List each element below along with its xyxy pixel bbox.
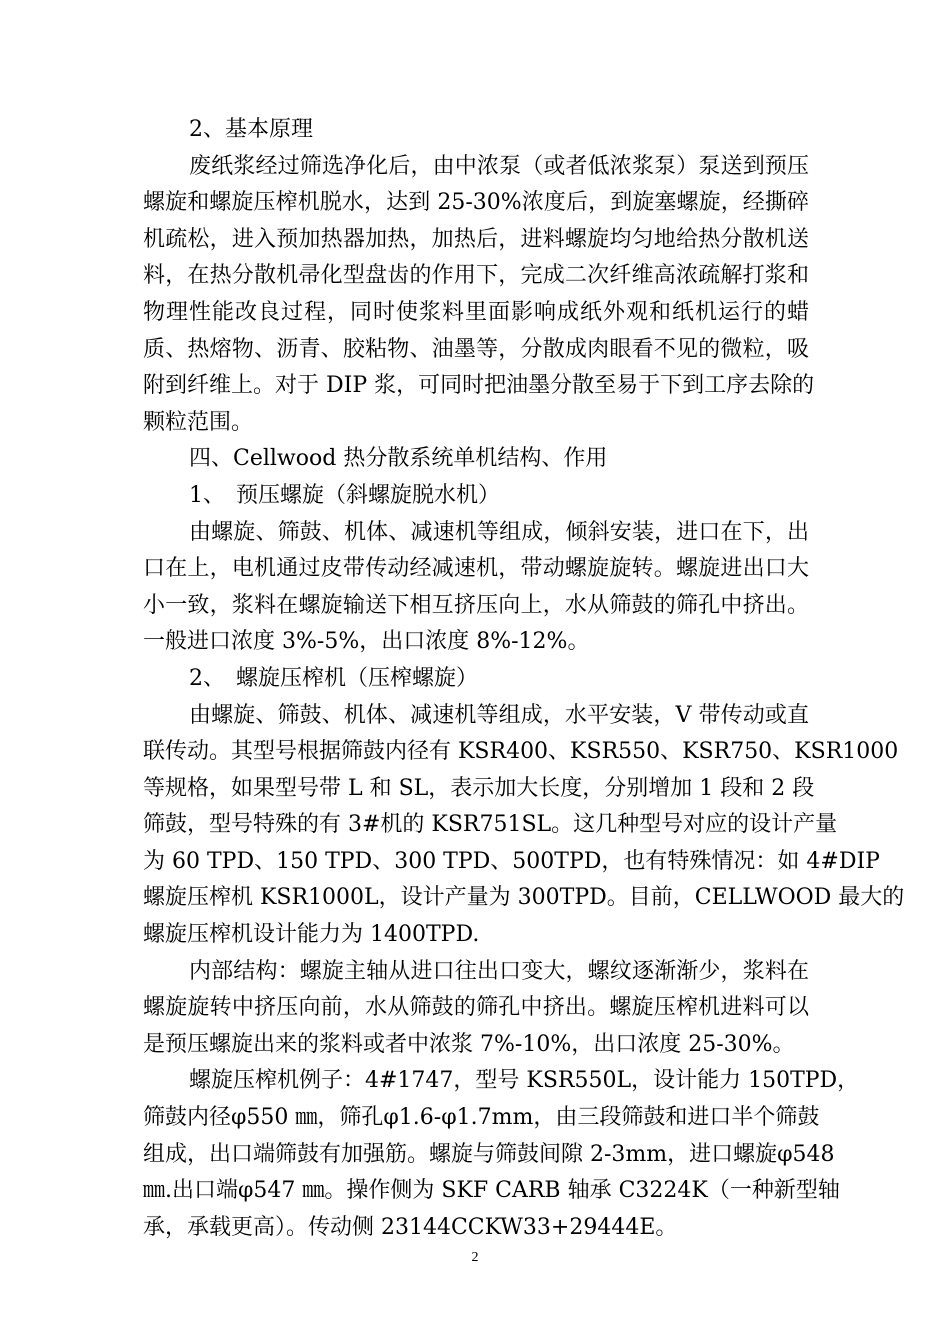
paragraph-line: 一般进口浓度 3%-5%，出口浓度 8%-12%。 bbox=[143, 629, 590, 655]
paragraph-line: 等规格，如果型号带 L 和 SL，表示加大长度，分别增加 1 段和 2 段 bbox=[143, 775, 815, 801]
paragraph-line: 料，在热分散机帚化型盘齿的作用下，完成二次纤维高浓疏解打浆和 bbox=[143, 263, 809, 289]
paragraph-line: 颗粒范围。 bbox=[143, 409, 254, 435]
paragraph-line: 筛鼓，型号特殊的有 3#机的 KSR751SL。这几种型号对应的设计产量 bbox=[143, 812, 838, 838]
paragraph-line: 由螺旋、筛鼓、机体、减速机等组成，倾斜安装，进口在下，出 bbox=[189, 519, 809, 545]
paragraph-line: 螺旋和螺旋压榨机脱水，达到 25-30%浓度后，到旋塞螺旋，经撕碎 bbox=[143, 190, 809, 216]
section-heading-basic-principle: 2、基本原理 bbox=[189, 117, 313, 142]
paragraph-line: 废纸浆经过筛选净化后，由中浓泵（或者低浓浆泵）泵送到预压 bbox=[189, 153, 809, 179]
paragraph-line: ㎜.出口端φ547 ㎜。操作侧为 SKF CARB 轴承 C3224K（一种新型轴 bbox=[143, 1178, 840, 1204]
paragraph-line: 联传动。其型号根据筛鼓内径有 KSR400、KSR550、KSR750、KSR1000 bbox=[143, 739, 899, 765]
paragraph-line: 机疏松，进入预加热器加热，加热后，进料螺旋均匀地给热分散机送 bbox=[143, 226, 809, 252]
paragraph-line: 螺旋压榨机设计能力为 1400TPD. bbox=[143, 922, 480, 948]
paragraph-line: 内部结构：螺旋主轴从进口往出口变大，螺纹逐渐渐少，浆料在 bbox=[189, 958, 809, 984]
paragraph-line: 小一致，浆料在螺旋输送下相互挤压向上，水从筛鼓的筛孔中挤出。 bbox=[143, 592, 809, 618]
page-number: 2 bbox=[471, 1250, 479, 1265]
paragraph-line: 螺旋压榨机 KSR1000L，设计产量为 300TPD。目前，CELLWOOD 最大的 bbox=[143, 885, 905, 911]
paragraph-line: 口在上，电机通过皮带传动经减速机，带动螺旋旋转。螺旋进出口大 bbox=[143, 556, 809, 582]
document-body bbox=[143, 112, 905, 1246]
paragraph-line: 为 60 TPD、150 TPD、300 TPD、500TPD，也有特殊情况：如 4#DIP bbox=[143, 848, 880, 874]
paragraph-line: 是预压螺旋出来的浆料或者中浓浆 7%-10%，出口浓度 25-30%。 bbox=[143, 1031, 795, 1057]
paragraph-line: 附到纤维上。对于 DIP 浆，可同时把油墨分散至易于下到工序去除的 bbox=[143, 373, 815, 399]
section-heading-cellwood: 四、Cellwood 热分散系统单机结构、作用 bbox=[189, 446, 608, 472]
paragraph-line: 组成，出口端筛鼓有加强筋。螺旋与筛鼓间隙 2-3mm，进口螺旋φ548 bbox=[143, 1141, 835, 1167]
paragraph-line: 筛鼓内径φ550 ㎜，筛孔φ1.6-φ1.7mm，由三段筛鼓和进口半个筛鼓 bbox=[143, 1105, 820, 1131]
subsection-heading-screw-press: 2、 螺旋压榨机（压榨螺旋） bbox=[189, 665, 478, 691]
subsection-heading-prepress-screw: 1、 预压螺旋（斜螺旋脱水机） bbox=[189, 482, 500, 508]
paragraph-line: 物理性能改良过程，同时使浆料里面影响成纸外观和纸机运行的蜡 bbox=[143, 299, 809, 325]
paragraph-line: 螺旋压榨机例子：4#1747，型号 KSR550L，设计能力 150TPD， bbox=[189, 1068, 860, 1094]
paragraph-line: 由螺旋、筛鼓、机体、减速机等组成，水平安装，V 带传动或直 bbox=[189, 702, 809, 728]
paragraph-line: 螺旋旋转中挤压向前，水从筛鼓的筛孔中挤出。螺旋压榨机进料可以 bbox=[143, 995, 809, 1021]
paragraph-line: 承，承载更高）。传动侧 23144CCKW33+29444E。 bbox=[143, 1214, 678, 1240]
paragraph-line: 质、热熔物、沥青、胶粘物、油墨等，分散成肉眼看不见的微粒，吸 bbox=[143, 336, 809, 362]
